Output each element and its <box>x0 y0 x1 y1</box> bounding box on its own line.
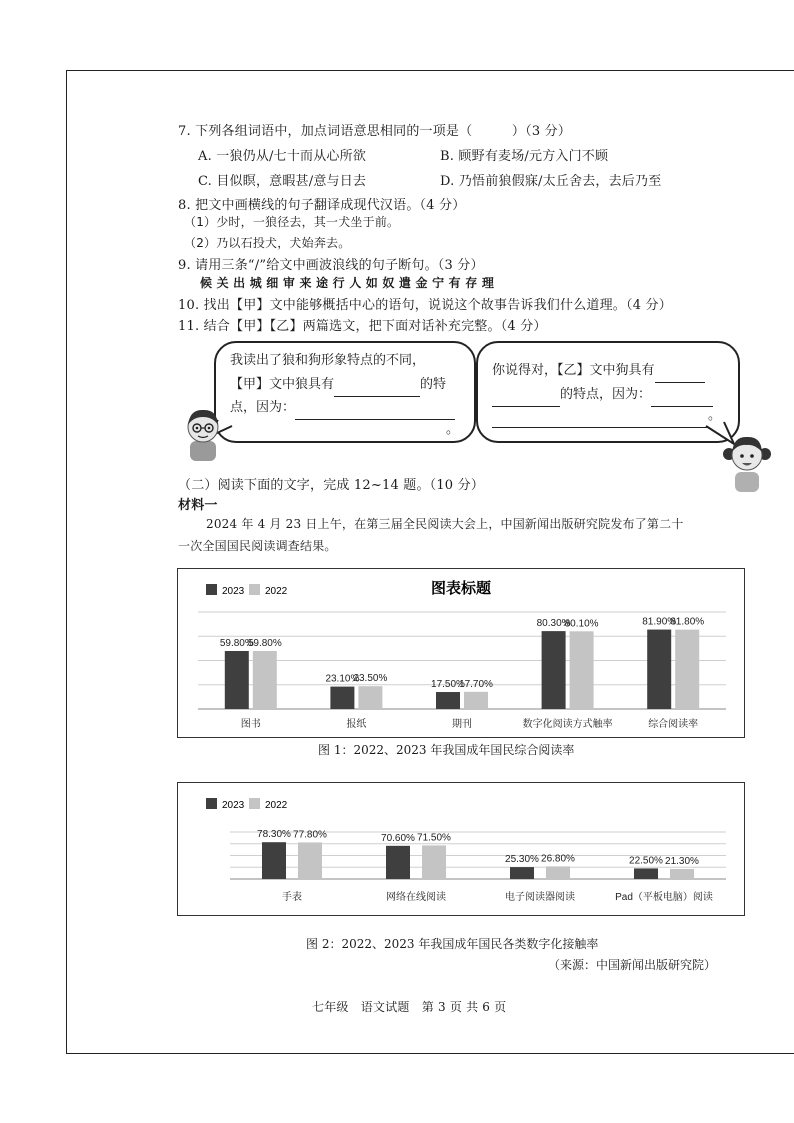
q11-stem: 11. 结合【甲】【乙】两篇选文，把下面对话补充完整。（4 分） <box>178 319 547 334</box>
category-label: 图书 <box>240 719 261 730</box>
data-label-2022: 80.10% <box>564 618 599 630</box>
data-label-2023: 70.60% <box>381 832 415 844</box>
bubble-right-line2-text: 的特点，因为： <box>560 387 652 402</box>
bubble-left-line2 <box>230 373 446 397</box>
q9-stem: 9. 请用三条“/”给文中画波浪线的句子断句。（3 分） <box>178 258 484 273</box>
section-2-heading: （二）阅读下面的文字，完成 12~14 题。（10 分） <box>178 478 485 493</box>
bar-2023 <box>634 868 658 879</box>
q7-option-b: B. 顾野有麦场/元方入门不顾 <box>440 149 609 164</box>
girl-illustration <box>722 430 772 492</box>
category-label: 报纸 <box>346 719 367 730</box>
legend-swatch-2022 <box>249 584 260 595</box>
blank-wolf-reason-2[interactable] <box>230 427 446 442</box>
bubble-right-end: 。 <box>708 408 722 423</box>
data-label-2023: 25.30% <box>505 854 539 866</box>
figure-2-caption: 图 2：2022、2023 年我国成年国民各类数字化接触率 <box>306 937 599 951</box>
data-label-2023: 23.10% <box>325 673 360 685</box>
paragraph-line-1: 2024 年 4 月 23 日上午，在第三届全民阅读大会上，中国新闻出版研究院发布了第二十 <box>206 517 684 531</box>
data-label-2022: 77.80% <box>293 829 327 841</box>
bubble-left-line2-a: 【甲】文中狼具有 <box>230 377 335 392</box>
blank-dog-trait-1[interactable] <box>655 368 705 383</box>
data-label-2023: 17.50% <box>431 679 465 691</box>
legend-swatch-2023 <box>206 584 217 595</box>
bar-2023 <box>647 630 671 709</box>
source-note: （来源：中国新闻出版研究院） <box>548 958 717 972</box>
data-label-2023: 59.80% <box>219 637 254 649</box>
material-label: 材料一 <box>178 498 218 513</box>
bar-2023 <box>436 692 460 709</box>
chart-2-frame <box>177 782 745 916</box>
data-label-2023: 80.30% <box>536 618 571 630</box>
bubble-left-line4 <box>230 418 459 442</box>
bar-2022 <box>253 651 277 709</box>
blank-dog-reason-2[interactable] <box>492 413 708 428</box>
data-label-2023: 22.50% <box>629 855 663 867</box>
category-label: 期刊 <box>452 719 472 730</box>
page-footer: 七年级 语文试题 第 3 页 共 6 页 <box>312 1000 507 1014</box>
data-label-2022: 17.70% <box>459 678 493 690</box>
bubble-right-line1-text: 你说得对，【乙】文中狗具有 <box>492 363 655 378</box>
bar-2022 <box>570 631 594 709</box>
q8-sentence-1: （1）少时，一狼径去，其一犬坐于前。 <box>184 215 400 229</box>
bar-2023 <box>225 651 249 709</box>
bar-2022 <box>298 842 322 879</box>
bar-2023 <box>330 687 354 709</box>
figure-1-caption: 图 1：2022、2023 年我国成年国民综合阅读率 <box>318 743 575 757</box>
chart-1-frame <box>177 568 745 738</box>
bar-2022 <box>546 866 570 879</box>
bar-2023 <box>542 631 566 709</box>
legend-swatch-2023 <box>206 798 217 809</box>
bar-2023 <box>262 842 286 879</box>
legend-label-2023: 2023 <box>222 586 245 597</box>
bubble-left-line2-b: 的特 <box>420 377 447 392</box>
data-label-2022: 59.80% <box>247 637 282 649</box>
legend-swatch-2022 <box>249 798 260 809</box>
q9-text: 候 关 出 城 细 审 来 途 行 人 如 奴 遣 金 宁 有 存 理 <box>200 276 495 290</box>
category-label: Pad（平板电脑）阅读 <box>615 892 713 903</box>
legend-label-2022: 2022 <box>265 586 288 597</box>
chart-1 <box>178 569 744 737</box>
category-label: 网络在线阅读 <box>386 892 446 903</box>
data-label-2022: 71.50% <box>417 832 451 844</box>
data-label-2022: 26.80% <box>541 853 575 865</box>
q7-option-d: D. 乃悟前狼假寐/太丘舍去，去后乃至 <box>440 174 662 189</box>
bubble-right-line3 <box>492 404 721 428</box>
q7-stem: 7. 下列各组词语中，加点词语意思相同的一项是（ ）（3 分） <box>178 124 572 139</box>
category-label: 手表 <box>282 892 302 903</box>
legend-label-2023: 2023 <box>222 800 245 811</box>
bubble-right-line1 <box>492 359 705 383</box>
q7-option-c: C. 目似瞑，意暇甚/意与日去 <box>198 174 367 189</box>
data-label-2022: 23.50% <box>353 673 388 685</box>
legend-label-2022: 2022 <box>265 800 288 811</box>
data-label-2023: 81.90% <box>642 616 677 628</box>
bubble-left-line3 <box>230 396 455 420</box>
data-label-2022: 21.30% <box>665 855 699 867</box>
paragraph-line-2: 一次全国国民阅读调查结果。 <box>178 539 337 553</box>
q8-stem: 8. 把文中画横线的句子翻译成现代汉语。（4 分） <box>178 198 466 213</box>
bubble-left-line1: 我读出了狼和狗形象特点的不同， <box>230 353 426 368</box>
data-label-2022: 81.80% <box>670 616 705 628</box>
category-label: 综合阅读率 <box>648 719 699 730</box>
data-label-2023: 78.30% <box>257 829 291 841</box>
bar-2023 <box>510 867 534 879</box>
bar-2023 <box>386 846 410 879</box>
blank-wolf-trait[interactable] <box>334 382 420 397</box>
category-label: 电子阅读器阅读 <box>505 892 575 903</box>
category-label: 数字化阅读方式触率 <box>522 719 613 730</box>
q7-option-a: A. 一狼仍从/七十而从心所欲 <box>198 149 367 164</box>
q10-stem: 10. 找出【甲】文中能够概括中心的语句，说说这个故事告诉我们什么道理。（4 分） <box>178 298 672 313</box>
q8-sentence-2: （2）乃以石投犬，犬始奔去。 <box>184 236 351 250</box>
bar-2022 <box>670 869 694 879</box>
bar-2022 <box>422 845 446 879</box>
boy-illustration <box>180 405 226 461</box>
chart-1-title: 图表标题 <box>430 579 492 597</box>
bubble-left-end: 。 <box>446 422 460 437</box>
bar-2022 <box>358 686 382 709</box>
bar-2022 <box>464 692 488 709</box>
bar-2022 <box>675 630 699 709</box>
bubble-left-line3-a: 点，因为： <box>230 400 296 415</box>
chart-2 <box>178 783 744 915</box>
